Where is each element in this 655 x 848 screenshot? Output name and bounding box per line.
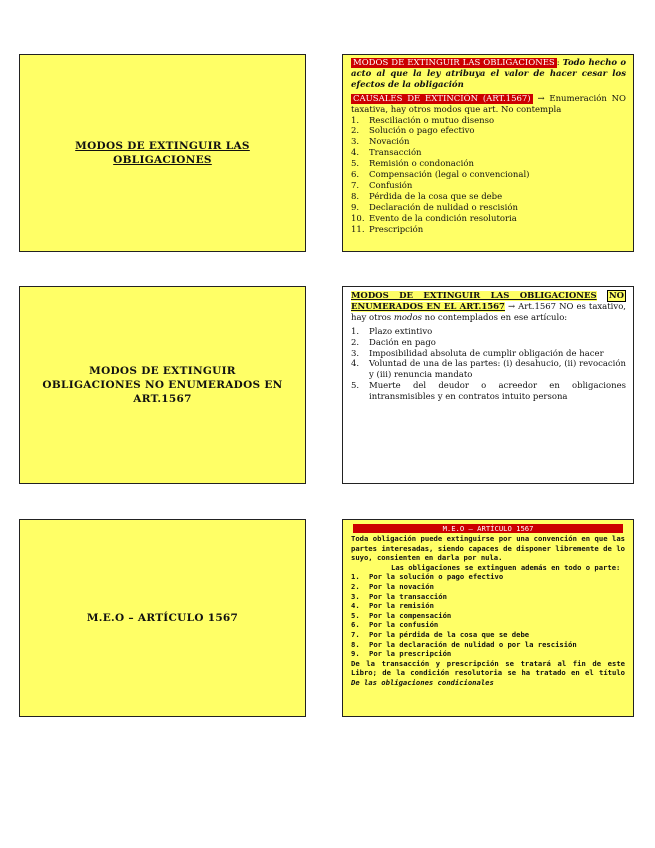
article-paragraph-1: Toda obligación puede extinguirse por una convención en que las partes interesadas, siendo capaces de disponer libremente de lo suyo, consienten en darla por nula. [351, 534, 625, 563]
article-closing: De la transacción y prescripción se tratará al fin de este Libro; de la condición resolutoria se ha tratado en el título De las obligaciones condicionales [351, 658, 625, 687]
arrow-icon: → [508, 301, 516, 312]
list-item: 3. Imposibilidad absoluta de cumplir obligación de hacer [351, 348, 604, 359]
list-item: 5. Remisión o condonación [351, 159, 474, 170]
list-item: 8. Pérdida de la cosa que se debe [351, 191, 503, 202]
list-item: 6. Compensación (legal o convencional) [351, 170, 530, 181]
causes-paragraph [351, 94, 626, 116]
heading-red: MODOS DE EXTINGUIR LAS OBLIGACIONES [353, 58, 555, 68]
list-item: 4. Voluntad de una de las partes: (i) desahucio, (ii) revocación y (iii) renuncia mandato [351, 359, 626, 381]
slide-1-content [342, 54, 634, 252]
list-item: 3. Novación [351, 137, 410, 148]
slide-1-body [343, 55, 633, 236]
article-paragraph-2: Las obligaciones se extinguen además en todo o parte: [391, 562, 621, 572]
slide-2-title: MODOS DE EXTINGUIR OBLIGACIONES NO ENUMERADOS EN ART.1567 [42, 364, 283, 406]
list-item: 4. Por la remisión [351, 601, 434, 611]
slide-3-title-card [19, 519, 306, 717]
list-item: 5. Muerte del deudor o acreedor en obligaciones intransmisibles y en contratos intuito persona [351, 381, 626, 403]
list-item: 8. Por la declaración de nulidad o por la rescisión [351, 639, 577, 649]
slide-2-heading-paragraph: MODOS DE EXTINGUIR LAS OBLIGACIONES NO ENUMERADOS EN EL ART.1567 → Art.1567 NO es taxativo, hay otros modos no contemplados en ese artículo: [351, 291, 627, 323]
slide-3-title: M.E.O – ARTÍCULO 1567 [86, 611, 239, 624]
slide-2-title-card [19, 286, 306, 484]
list-item: 2. Dación en pago [351, 337, 436, 348]
article-list [351, 572, 625, 658]
slide-2-body [343, 287, 633, 403]
list-item: 1. Por la solución o pago efectivo [351, 572, 504, 582]
slide-2-heading: MODOS DE EXTINGUIR LAS OBLIGACIONES [351, 291, 597, 301]
slide-2-heading-box: NO [608, 291, 624, 301]
slide-3-body [343, 520, 633, 688]
list-item: 9. Declaración de nulidad o rescisión [351, 202, 518, 213]
list-item: 2. Por la novación [351, 581, 434, 591]
list-item: 10. Evento de la condición resolutoria [351, 213, 517, 224]
list-item: 7. Confusión [351, 180, 413, 191]
arrow-icon: → [537, 93, 545, 104]
causes-list [351, 116, 626, 236]
slide-1-title: MODOS DE EXTINGUIR LAS OBLIGACIONES [75, 139, 250, 166]
list-item: 7. Por la pérdida de la cosa que se debe [351, 629, 530, 639]
slide-3-header-bar: M.E.O – ARTÍCULO 1567 [353, 524, 623, 533]
slide-2-content [342, 286, 634, 484]
list-item: 11. Prescripción [351, 224, 424, 235]
causes-red: CAUSALES DE EXTINCIÓN (ART.1567) [353, 93, 531, 104]
slide-2-heading-cont: ENUMERADOS EN EL ART.1567 [351, 301, 505, 312]
list-item: 6. Por la confusión [351, 620, 439, 630]
extra-modes-list [351, 327, 626, 403]
list-item: 1. Resciliación o mutuo disenso [351, 115, 495, 126]
list-item: 4. Transacción [351, 148, 422, 159]
list-item: 3. Por la transacción [351, 591, 447, 601]
slide-3-content [342, 519, 634, 717]
list-item: 5. Por la compensación [351, 610, 452, 620]
slide-1-title-card [19, 54, 306, 252]
definition-text: Todo hecho o acto al que la ley atribuya el valor de hacer cesar los efectos de la obligación [351, 58, 626, 90]
causes-text: Enumeración NO taxativa, hay otros modos que art. No contempla [351, 93, 627, 115]
list-item: 9. Por la prescripción [351, 649, 452, 659]
list-item: 1. Plazo extintivo [351, 326, 433, 337]
list-item: 2. Solución o pago efectivo [351, 126, 475, 137]
definition-paragraph: MODOS DE EXTINGUIR LAS OBLIGACIONES : Todo hecho o acto al que la ley atribuya el valor de hacer cesar los efectos de la obligación [351, 58, 626, 90]
